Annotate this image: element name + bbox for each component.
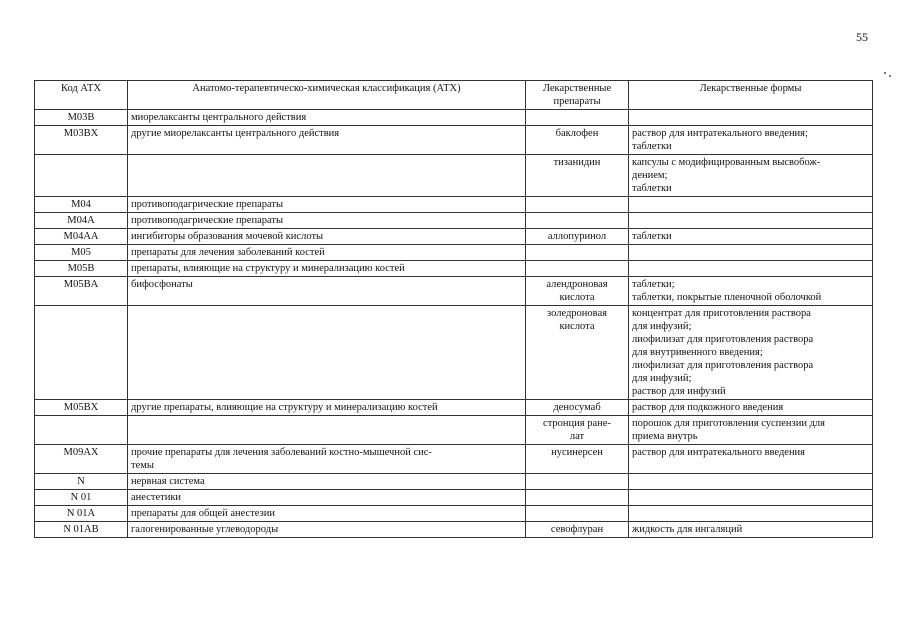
page-number: 55 — [856, 30, 868, 44]
cell-dosage-forms-line: лиофилизат для приготовления раствора — [632, 334, 814, 345]
cell-dosage-forms — [629, 306, 873, 400]
cell-dosage-forms-line: таблетки — [632, 183, 672, 194]
cell-classification — [128, 110, 526, 126]
cell-classification-line: препараты для общей анестезии — [131, 508, 275, 519]
cell-classification — [128, 506, 526, 522]
cell-dosage-forms — [629, 155, 873, 197]
cell-atc-code: M09AX — [35, 445, 128, 474]
cell-dosage-forms-line: концентрат для приготовления раствора — [632, 308, 811, 319]
cell-atc-code: M05BX — [35, 400, 128, 416]
cell-classification — [128, 126, 526, 155]
cell-dosage-forms-line: таблетки — [632, 141, 672, 152]
cell-dosage-forms — [629, 277, 873, 306]
cell-drug-line: стронция ране- — [543, 418, 611, 429]
cell-drug — [526, 416, 629, 445]
header-drugs-line: препараты — [553, 96, 601, 107]
table-row — [35, 197, 873, 213]
table-row — [35, 229, 873, 245]
cell-classification — [128, 522, 526, 538]
cell-atc-code: M05B — [35, 261, 128, 277]
cell-atc-code: M03B — [35, 110, 128, 126]
cell-dosage-forms-line: капсулы с модифицированным высвобож- — [632, 157, 821, 168]
cell-classification — [128, 416, 526, 445]
table-row — [35, 126, 873, 155]
cell-atc-code: M04 — [35, 197, 128, 213]
table-row — [35, 416, 873, 445]
table-row — [35, 506, 873, 522]
table-row — [35, 445, 873, 474]
cell-dosage-forms — [629, 490, 873, 506]
header-code: Код АТХ — [35, 81, 128, 110]
cell-drug — [526, 400, 629, 416]
cell-classification-line: миорелаксанты центрального действия — [131, 112, 307, 123]
table-row — [35, 474, 873, 490]
cell-drug-line: тизанидин — [553, 157, 601, 168]
cell-classification-line: другие миорелаксанты центрального действия — [131, 128, 340, 139]
cell-atc-code: M05BA — [35, 277, 128, 306]
cell-drug — [526, 155, 629, 197]
cell-dosage-forms — [629, 229, 873, 245]
cell-dosage-forms-line: таблетки; — [632, 279, 675, 290]
cell-classification — [128, 155, 526, 197]
cell-drug-line: лат — [569, 431, 585, 442]
cell-dosage-forms-line: дением; — [632, 170, 668, 181]
cell-atc-code: N — [35, 474, 128, 490]
cell-classification-line: прочие препараты для лечения заболеваний костно-мышечной сис- — [131, 447, 432, 458]
cell-classification-line: анестетики — [131, 492, 182, 503]
cell-dosage-forms-line: раствор для инфузий — [632, 386, 726, 397]
cell-classification-line: другие препараты, влияющие на структуру и минерализацию костей — [131, 402, 438, 413]
table-row — [35, 261, 873, 277]
cell-drug — [526, 261, 629, 277]
cell-drug-line: золедроновая — [547, 308, 607, 319]
cell-dosage-forms-line: лиофилизат для приготовления раствора — [632, 360, 814, 371]
cell-classification-line: противоподагрические препараты — [131, 199, 284, 210]
cell-classification-line: темы — [131, 460, 154, 471]
cell-dosage-forms-line: жидкость для ингаляций — [632, 524, 743, 535]
cell-drug — [526, 306, 629, 400]
scan-speck — [889, 75, 891, 77]
table-row — [35, 213, 873, 229]
cell-dosage-forms-line: таблетки — [632, 231, 672, 242]
cell-drug — [526, 522, 629, 538]
header-drugs-line: Лекарственные — [542, 83, 612, 94]
cell-classification-line: галогенированные углеводороды — [131, 524, 279, 535]
cell-dosage-forms-line: раствор для интратекального введения — [632, 447, 806, 458]
table-row — [35, 400, 873, 416]
cell-classification-line: препараты для лечения заболеваний костей — [131, 247, 325, 258]
cell-drug — [526, 197, 629, 213]
cell-atc-code — [35, 155, 128, 197]
cell-dosage-forms — [629, 445, 873, 474]
cell-dosage-forms-line: для инфузий; — [632, 373, 692, 384]
cell-drug — [526, 474, 629, 490]
scan-speck — [884, 72, 886, 74]
cell-dosage-forms-line: порошок для приготовления суспензии для — [632, 418, 825, 429]
cell-dosage-forms — [629, 400, 873, 416]
cell-drug — [526, 490, 629, 506]
cell-classification-line: бифосфонаты — [131, 279, 193, 290]
cell-classification — [128, 245, 526, 261]
table-row — [35, 306, 873, 400]
cell-atc-code — [35, 306, 128, 400]
table-row — [35, 155, 873, 197]
cell-classification — [128, 213, 526, 229]
cell-drug — [526, 245, 629, 261]
table-row — [35, 277, 873, 306]
cell-dosage-forms — [629, 261, 873, 277]
cell-drug-line: севофлуран — [550, 524, 604, 535]
cell-atc-code: N 01A — [35, 506, 128, 522]
cell-drug-line: алендроновая — [546, 279, 608, 290]
cell-classification-line: нервная система — [131, 476, 205, 487]
cell-dosage-forms — [629, 416, 873, 445]
cell-dosage-forms-line: раствор для интратекального введения; — [632, 128, 808, 139]
cell-dosage-forms — [629, 126, 873, 155]
cell-classification-line: препараты, влияющие на структуру и минерализацию костей — [131, 263, 405, 274]
atc-table — [34, 80, 873, 538]
cell-atc-code: N 01 — [35, 490, 128, 506]
cell-drug-line: деносумаб — [553, 402, 601, 413]
cell-dosage-forms — [629, 245, 873, 261]
cell-drug — [526, 277, 629, 306]
cell-dosage-forms — [629, 506, 873, 522]
table-row — [35, 110, 873, 126]
cell-drug-line: кислота — [559, 321, 595, 332]
cell-atc-code: M03BX — [35, 126, 128, 155]
cell-classification — [128, 261, 526, 277]
cell-dosage-forms-line: таблетки, покрытые пленочной оболочкой — [632, 292, 822, 303]
cell-classification — [128, 229, 526, 245]
cell-dosage-forms-line: для внутривенного введения; — [632, 347, 763, 358]
header-forms: Лекарственные формы — [629, 81, 873, 110]
cell-drug-line: аллопуринол — [547, 231, 607, 242]
cell-dosage-forms — [629, 197, 873, 213]
cell-classification — [128, 490, 526, 506]
cell-atc-code: N 01AB — [35, 522, 128, 538]
cell-drug — [526, 229, 629, 245]
cell-drug-line: кислота — [559, 292, 595, 303]
cell-drug — [526, 110, 629, 126]
table-row — [35, 522, 873, 538]
cell-classification — [128, 474, 526, 490]
cell-dosage-forms — [629, 110, 873, 126]
table-row — [35, 490, 873, 506]
cell-dosage-forms — [629, 522, 873, 538]
cell-classification-line: ингибиторы образования мочевой кислоты — [131, 231, 324, 242]
cell-dosage-forms — [629, 474, 873, 490]
cell-dosage-forms-line: для инфузий; — [632, 321, 692, 332]
cell-classification-line: противоподагрические препараты — [131, 215, 284, 226]
cell-drug — [526, 445, 629, 474]
cell-atc-code — [35, 416, 128, 445]
cell-classification — [128, 306, 526, 400]
cell-atc-code: M04AA — [35, 229, 128, 245]
cell-drug — [526, 213, 629, 229]
cell-atc-code: M04A — [35, 213, 128, 229]
cell-classification — [128, 400, 526, 416]
cell-classification — [128, 445, 526, 474]
cell-dosage-forms — [629, 213, 873, 229]
cell-classification — [128, 197, 526, 213]
table-row — [35, 245, 873, 261]
cell-dosage-forms-line: приема внутрь — [632, 431, 698, 442]
header-drugs — [526, 81, 629, 110]
cell-drug-line: нусинерсен — [551, 447, 603, 458]
cell-drug-line: баклофен — [555, 128, 599, 139]
cell-dosage-forms-line: раствор для подкожного введения — [632, 402, 784, 413]
cell-drug — [526, 506, 629, 522]
table-header-row — [35, 81, 873, 110]
cell-atc-code: M05 — [35, 245, 128, 261]
cell-drug — [526, 126, 629, 155]
header-classification: Анатомо-терапевтическо-химическая классификация (АТХ) — [128, 81, 526, 110]
cell-classification — [128, 277, 526, 306]
atc-table-body — [35, 110, 873, 538]
